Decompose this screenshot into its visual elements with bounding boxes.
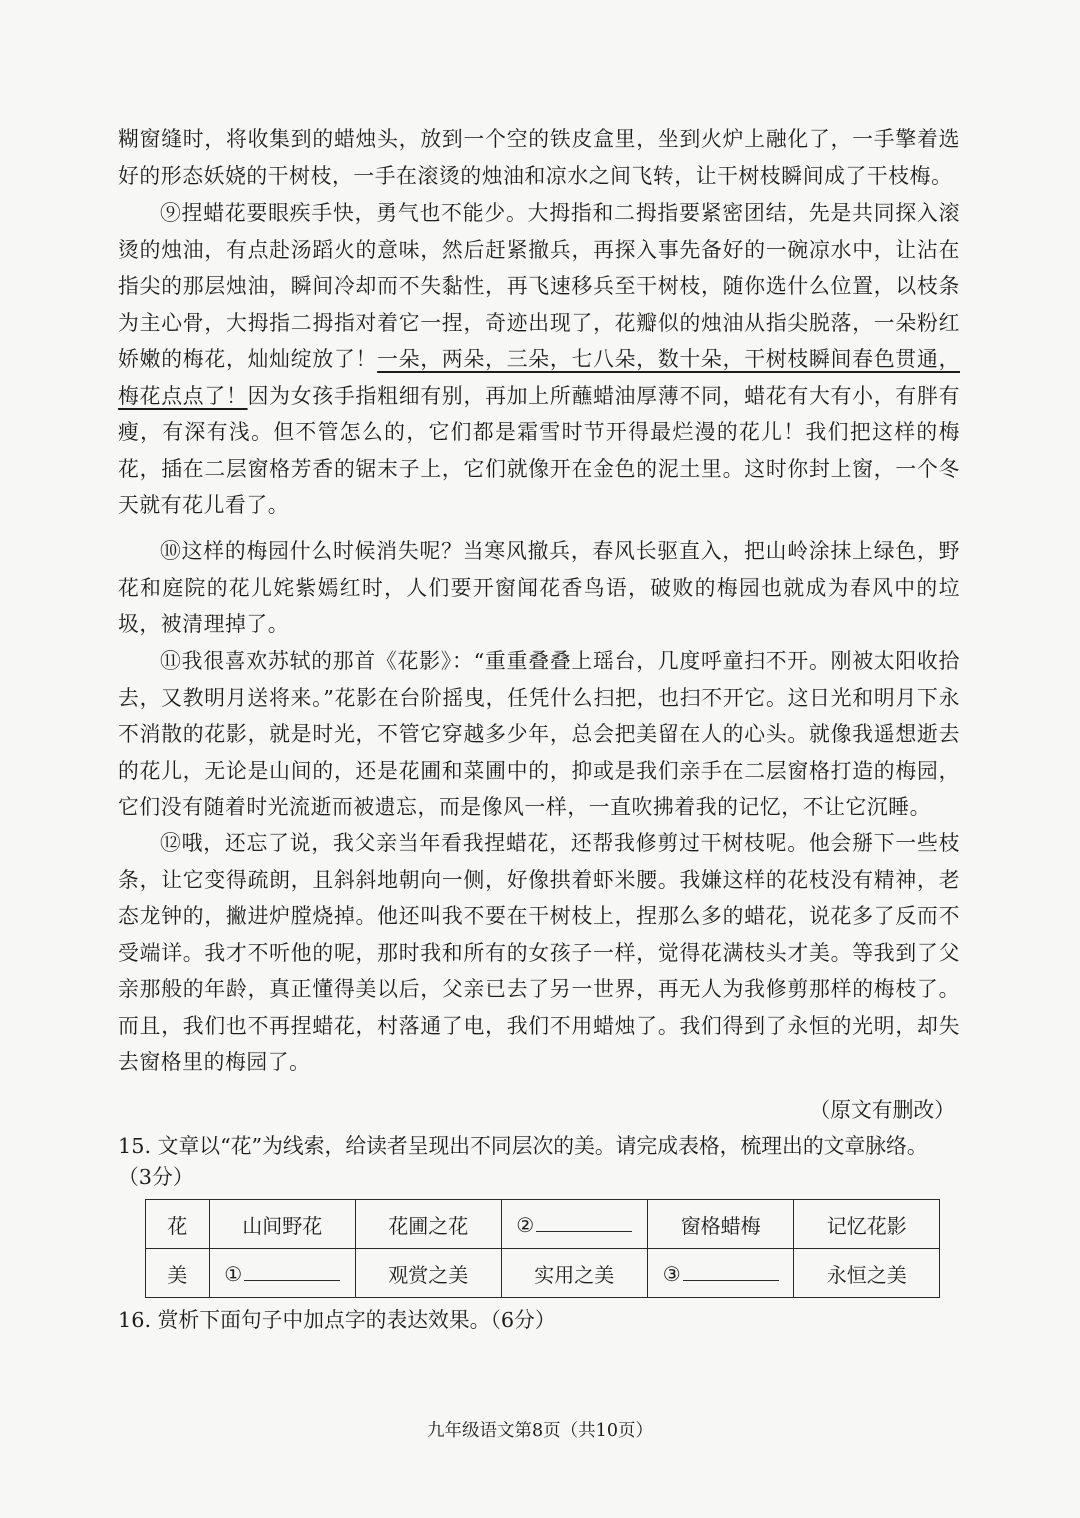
paragraph-9 bbox=[118, 195, 960, 524]
answer-blank[interactable] bbox=[683, 1260, 779, 1281]
question-16-text: 16. 赏析下面句子中加点字的表达效果。（6分） bbox=[118, 1308, 556, 1332]
answer-blank[interactable] bbox=[244, 1260, 340, 1281]
answer-table bbox=[145, 1199, 940, 1298]
page-footer: 九年级语文第8页（共10页） bbox=[427, 1421, 653, 1441]
table-cell: 记忆花影 bbox=[794, 1200, 940, 1249]
table-cell: 实用之美 bbox=[501, 1249, 647, 1298]
table-cell-blank-2[interactable] bbox=[501, 1200, 647, 1249]
table-row-beauty bbox=[146, 1249, 940, 1298]
paragraph-9-text-b: 因为女孩手指粗细有别，再加上所蘸蜡油厚薄不同，蜡花有大有小，有胖有瘦，有深有浅。但不管怎么的，它们都是霜雪时节开得最烂漫的花儿！我们把这样的梅花，插在二层窗格芳香的锯末子上，它们就像开在金色的泥土里。这时你封上窗，一个冬天就有花儿看了。 bbox=[118, 383, 961, 517]
table-cell: 山间野花 bbox=[209, 1200, 355, 1249]
paragraph-12: ⑫哦，还忘了说，我父亲当年看我捏蜡花，还帮我修剪过干树枝呢。他会掰下一些枝条，让它变得疏朗，且斜斜地朝向一侧，好像拱着虾米腰。我嫌这样的花枝没有精神，老态龙钟的，撇进炉膛烧掉。他还叫我不要在干树枝上，捏那么多的蜡花，说花多了反而不受端详。我才不听他的呢，那时我和所有的女孩子一样，觉得花满枝头才美。等我到了父亲那般的年龄，真正懂得美以后，父亲已去了另一世界，再无人为我修剪那样的梅枝了。而且，我们也不再捏蜡花，村落通了电，我们不用蜡烛了。我们得到了永恒的光明，却失去窗格里的梅园了。 bbox=[118, 831, 960, 1074]
paragraph-continued: 糊窗缝时，将收集到的蜡烛头，放到一个空的铁皮盒里，坐到火炉上融化了，一手擎着选好的形态妖娆的干树枝，一手在滚烫的烛油和凉水之间飞转，让干树枝瞬间成了干枝梅。 bbox=[118, 127, 960, 188]
paragraph-9-text-a: ⑨捏蜡花要眼疾手快，勇气也不能少。大拇指和二拇指要紧密团结，先是共同探入滚烫的烛油，有点赴汤蹈火的意味，然后赶紧撤兵，再探入事先备好的一碗凉水中，让沾在指尖的那层烛油，瞬间冷却而不失黏性，再飞速移兵至干树枝，随你选什么位置，以枝条为主心骨，大拇指二拇指对着它一捏，奇迹出现了，花瓣似的烛油从指尖脱落，一朵粉红娇嫩的梅花，灿灿绽放了！ bbox=[118, 201, 960, 371]
table-cell-blank-3[interactable] bbox=[647, 1249, 793, 1298]
table-row-header: 花 bbox=[146, 1200, 210, 1249]
table-cell: 窗格蜡梅 bbox=[647, 1200, 793, 1249]
table-cell-blank-1[interactable] bbox=[209, 1249, 355, 1298]
source-note: （原文有删改） bbox=[809, 1098, 955, 1122]
question-15-score: （3分） bbox=[118, 1165, 194, 1189]
paragraph-10: ⑩这样的梅园什么时候消失呢？当寒风撤兵，春风长驱直入，把山岭涂抹上绿色，野花和庭院的花儿姹紫嫣红时，人们要开窗闻花香鸟语，破败的梅园也就成为春风中的垃圾，被清理掉了。 bbox=[118, 539, 960, 636]
table-row-header: 美 bbox=[146, 1249, 210, 1298]
answer-blank[interactable] bbox=[536, 1211, 632, 1232]
table-row-flower bbox=[146, 1200, 940, 1249]
question-15-text: 15. 文章以“花”为线索，给读者呈现出不同层次的美。请完成表格，梳理出的文章脉络。 bbox=[118, 1134, 928, 1158]
table-cell: 永恒之美 bbox=[794, 1249, 940, 1298]
underlined-sentence: 一朵，两朵，三朵，七八朵，数十朵，干树枝瞬间春色贯通，梅花点点了！ bbox=[118, 347, 960, 408]
blank-number: ② bbox=[516, 1213, 535, 1237]
paragraph-11: ⑪我很喜欢苏轼的那首《花影》：“重重叠叠上瑶台，几度呼童扫不开。刚被太阳收拾去，又教明月送将来。”花影在台阶摇曳，任凭什么扫把，也扫不开它。这日光和明月下永不消散的花影，就是时光，不管它穿越多少年，总会把美留在人的心头。就像我遥想逝去的花儿，无论是山间的，还是花圃和菜圃中的，抑或是我们亲手在二层窗格打造的梅园，它们没有随着时光流逝而被遗忘，而是像风一样，一直吹拂着我的记忆，不让它沉睡。 bbox=[118, 649, 960, 819]
blank-number: ① bbox=[224, 1262, 243, 1286]
table-cell: 花圃之花 bbox=[355, 1200, 501, 1249]
table-cell: 观赏之美 bbox=[355, 1249, 501, 1298]
blank-number: ③ bbox=[662, 1262, 681, 1286]
